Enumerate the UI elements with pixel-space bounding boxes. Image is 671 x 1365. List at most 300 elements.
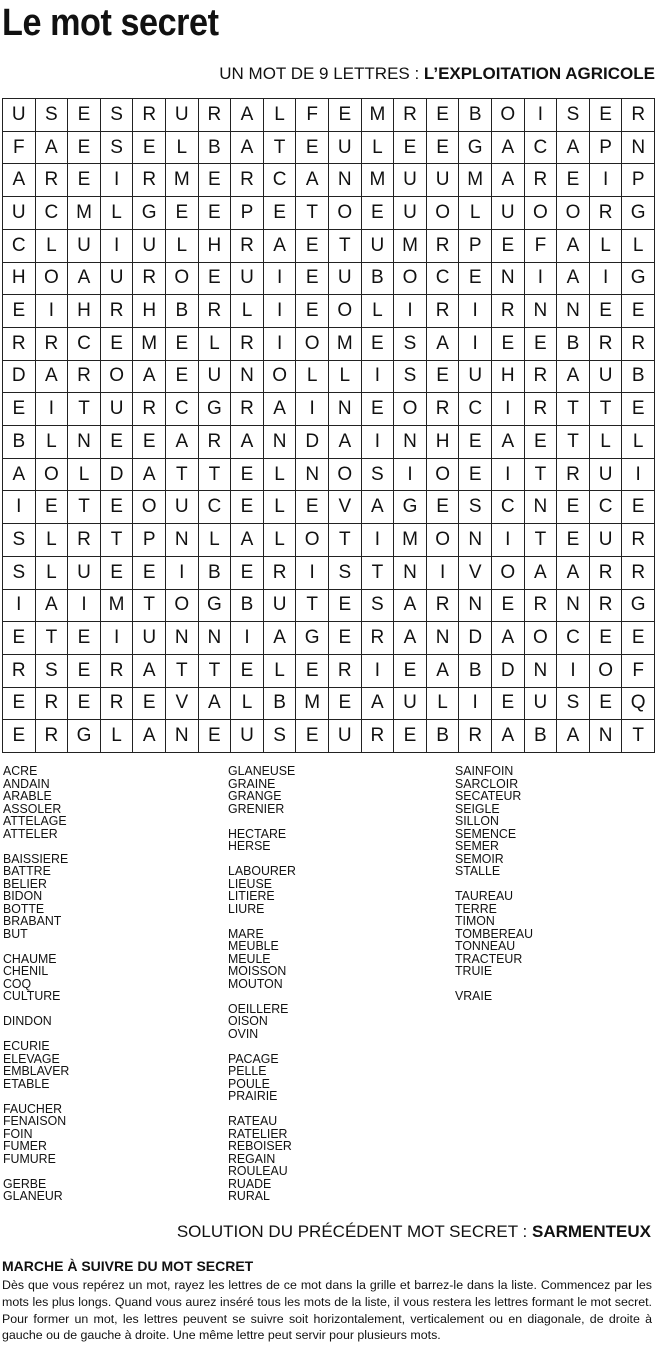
grid-cell: P	[231, 197, 264, 230]
grid-cell: N	[394, 426, 427, 459]
grid-cell: A	[231, 132, 264, 165]
grid-cell: E	[296, 230, 329, 263]
grid-cell: L	[264, 491, 297, 524]
word-list-item: PRAIRIE	[228, 1088, 278, 1103]
grid-cell: I	[492, 459, 525, 492]
word-list-item: CULTURE	[3, 988, 61, 1003]
grid-cell: V	[329, 491, 362, 524]
grid-cell: E	[590, 688, 623, 721]
grid-cell: I	[590, 164, 623, 197]
grid-cell: N	[329, 393, 362, 426]
grid-cell: E	[231, 655, 264, 688]
grid-cell: E	[296, 132, 329, 165]
grid-cell: O	[590, 655, 623, 688]
grid-cell: O	[329, 459, 362, 492]
grid-cell: R	[68, 361, 101, 394]
grid-cell: E	[394, 132, 427, 165]
word-list-item: FENAISON	[3, 1113, 67, 1128]
grid-cell: O	[166, 590, 199, 623]
grid-cell: E	[329, 622, 362, 655]
grid-cell: T	[199, 655, 232, 688]
grid-cell: R	[427, 393, 460, 426]
word-list-item: GLANEUSE	[228, 763, 296, 778]
grid-cell: L	[264, 655, 297, 688]
grid-cell: R	[231, 393, 264, 426]
grid-cell: O	[525, 622, 558, 655]
grid-cell: U	[362, 230, 395, 263]
grid-cell: E	[166, 361, 199, 394]
grid-cell: M	[362, 99, 395, 132]
grid-cell: E	[101, 328, 134, 361]
grid-cell: S	[3, 557, 36, 590]
grid-cell: I	[101, 622, 134, 655]
grid-cell: I	[3, 491, 36, 524]
word-list-item: ACRE	[3, 763, 38, 778]
word-list-item: VRAIE	[455, 988, 493, 1003]
word-list-item: MEULE	[228, 950, 271, 966]
grid-cell: E	[459, 459, 492, 492]
grid-cell: R	[101, 655, 134, 688]
grid-cell: O	[166, 263, 199, 296]
grid-cell: U	[459, 361, 492, 394]
grid-cell: O	[427, 524, 460, 557]
grid-cell: R	[264, 557, 297, 590]
grid-cell: N	[525, 295, 558, 328]
grid-cell: A	[492, 622, 525, 655]
grid-cell: I	[459, 688, 492, 721]
grid-cell: E	[296, 655, 329, 688]
grid-cell: I	[362, 524, 395, 557]
word-list-item: LITIERE	[228, 888, 275, 903]
grid-cell: U	[101, 263, 134, 296]
grid-cell: E	[362, 197, 395, 230]
grid-cell: D	[459, 622, 492, 655]
grid-cell: I	[362, 655, 395, 688]
grid-cell: L	[36, 557, 69, 590]
grid-cell: L	[36, 426, 69, 459]
word-list-item: BRABANT	[3, 913, 62, 928]
grid-cell: R	[68, 524, 101, 557]
grid-cell: B	[459, 655, 492, 688]
word-list-item: PACAGE	[228, 1050, 279, 1066]
word-list-item: BELIER	[3, 875, 47, 891]
word-list-item: ROULEAU	[228, 1163, 288, 1178]
grid-cell: U	[231, 263, 264, 296]
grid-cell: R	[101, 688, 134, 721]
grid-cell: I	[590, 263, 623, 296]
grid-cell: B	[362, 263, 395, 296]
grid-cell: R	[133, 99, 166, 132]
grid-cell: T	[68, 491, 101, 524]
grid-cell: O	[394, 393, 427, 426]
grid-cell: B	[231, 590, 264, 623]
grid-cell: R	[622, 99, 655, 132]
grid-cell: T	[101, 524, 134, 557]
word-list-item: TOMBEREAU	[455, 925, 534, 941]
grid-cell: P	[459, 230, 492, 263]
grid-cell: I	[557, 655, 590, 688]
word-list-item: HECTARE	[228, 825, 287, 841]
word-list-item: TRACTEUR	[455, 950, 523, 966]
grid-cell: N	[427, 622, 460, 655]
grid-cell: R	[199, 99, 232, 132]
grid-cell: S	[101, 132, 134, 165]
word-list-item: GRANGE	[228, 788, 282, 803]
grid-cell: O	[36, 459, 69, 492]
word-list-item: SEMER	[455, 838, 499, 853]
grid-cell: U	[329, 720, 362, 753]
grid-cell: G	[394, 491, 427, 524]
grid-cell: L	[166, 230, 199, 263]
grid-cell: T	[329, 230, 362, 263]
grid-cell: L	[427, 688, 460, 721]
grid-cell: L	[622, 426, 655, 459]
word-list-item: FUMER	[3, 1138, 47, 1153]
word-list-item: RATELIER	[228, 1125, 288, 1141]
grid-cell: L	[622, 230, 655, 263]
grid-cell: U	[68, 557, 101, 590]
grid-cell: A	[36, 132, 69, 165]
grid-cell: L	[101, 197, 134, 230]
grid-cell: U	[68, 230, 101, 263]
grid-cell: E	[264, 197, 297, 230]
grid-cell: R	[525, 164, 558, 197]
grid-cell: E	[3, 295, 36, 328]
grid-cell: N	[459, 524, 492, 557]
grid-cell: B	[622, 361, 655, 394]
grid-cell: H	[68, 295, 101, 328]
grid-cell: A	[492, 164, 525, 197]
letter-grid	[2, 98, 655, 753]
grid-cell: A	[68, 263, 101, 296]
grid-cell: T	[296, 590, 329, 623]
grid-cell: E	[427, 491, 460, 524]
grid-cell: E	[492, 230, 525, 263]
word-list-item: REGAIN	[228, 1150, 276, 1166]
grid-cell: L	[231, 295, 264, 328]
grid-cell: T	[296, 197, 329, 230]
grid-cell: I	[622, 459, 655, 492]
grid-cell: I	[296, 393, 329, 426]
grid-cell: R	[199, 426, 232, 459]
grid-cell: E	[427, 99, 460, 132]
word-list-item: REBOISER	[228, 1138, 292, 1153]
grid-cell: I	[36, 295, 69, 328]
grid-cell: C	[199, 491, 232, 524]
word-list-item: LABOURER	[228, 863, 296, 878]
grid-cell: L	[362, 132, 395, 165]
grid-cell: H	[3, 263, 36, 296]
grid-cell: U	[590, 524, 623, 557]
grid-cell: O	[492, 557, 525, 590]
grid-cell: T	[362, 557, 395, 590]
grid-cell: N	[166, 622, 199, 655]
word-list-item: ANDAIN	[3, 775, 50, 791]
grid-cell: T	[166, 459, 199, 492]
word-list-column-2	[228, 765, 296, 1203]
grid-cell: A	[557, 557, 590, 590]
grid-cell: N	[459, 590, 492, 623]
grid-cell: C	[459, 393, 492, 426]
grid-cell: O	[36, 263, 69, 296]
grid-cell: A	[36, 590, 69, 623]
grid-cell: I	[525, 263, 558, 296]
word-list-item: TERRE	[455, 900, 497, 916]
grid-cell: B	[264, 688, 297, 721]
word-list-item: SAINFOIN	[455, 763, 514, 778]
grid-cell: N	[166, 524, 199, 557]
grid-cell: N	[166, 720, 199, 753]
grid-cell: R	[36, 328, 69, 361]
grid-cell: S	[264, 720, 297, 753]
grid-cell: E	[492, 328, 525, 361]
grid-cell: R	[36, 688, 69, 721]
grid-cell: R	[459, 720, 492, 753]
grid-cell: E	[101, 491, 134, 524]
grid-cell: E	[622, 295, 655, 328]
grid-cell: B	[525, 720, 558, 753]
grid-cell: E	[557, 491, 590, 524]
grid-cell: A	[133, 459, 166, 492]
grid-cell: B	[557, 328, 590, 361]
grid-cell: I	[362, 426, 395, 459]
grid-cell: C	[68, 328, 101, 361]
grid-cell: M	[394, 524, 427, 557]
grid-cell: I	[101, 230, 134, 263]
grid-cell: N	[557, 295, 590, 328]
grid-cell: R	[590, 197, 623, 230]
word-list-item: SEIGLE	[455, 800, 500, 816]
grid-cell: R	[231, 328, 264, 361]
grid-cell: S	[459, 491, 492, 524]
grid-cell: E	[68, 622, 101, 655]
grid-cell: E	[622, 491, 655, 524]
grid-cell: M	[133, 328, 166, 361]
grid-cell: B	[3, 426, 36, 459]
grid-cell: O	[296, 328, 329, 361]
grid-cell: N	[525, 655, 558, 688]
grid-cell: S	[101, 99, 134, 132]
word-list-item: TONNEAU	[455, 938, 516, 953]
word-list-item: SILLON	[455, 813, 499, 828]
word-list-item: ATTELAGE	[3, 813, 67, 828]
grid-cell: T	[525, 524, 558, 557]
grid-cell: E	[557, 524, 590, 557]
grid-cell: U	[133, 230, 166, 263]
grid-cell: I	[231, 622, 264, 655]
grid-cell: L	[68, 459, 101, 492]
grid-cell: S	[36, 99, 69, 132]
grid-cell: E	[166, 197, 199, 230]
grid-cell: G	[133, 197, 166, 230]
grid-cell: A	[394, 622, 427, 655]
word-list-item: GRENIER	[228, 800, 285, 816]
grid-cell: U	[3, 99, 36, 132]
grid-cell: R	[622, 328, 655, 361]
grid-cell: R	[362, 720, 395, 753]
grid-cell: I	[264, 263, 297, 296]
grid-cell: V	[166, 688, 199, 721]
word-list-item: HERSE	[228, 838, 271, 853]
grid-cell: L	[231, 688, 264, 721]
subtitle-theme: L’EXPLOITATION AGRICOLE	[423, 64, 655, 83]
grid-cell: E	[329, 99, 362, 132]
word-list-item: CHAUME	[3, 950, 57, 966]
grid-cell: E	[68, 132, 101, 165]
instructions-text: Dès que vous repérez un mot, rayez les lettres de ce mot dans la grille et barrez-le dans la liste. Commencez par les mots les plus longs. Quand vous aurez inséré tous les mots de la liste, il vous restera les lettres formant le mot secret. Pour former un mot, les lettres peuvent se suivre soit horizontalement, verticalement ou en diagonale, de droite à gauche ou de gauche à droite. Une même lettre peut servir pour plusieurs mots.	[2, 1278, 652, 1343]
grid-cell: A	[557, 720, 590, 753]
grid-cell: C	[3, 230, 36, 263]
grid-cell: I	[101, 164, 134, 197]
grid-cell: N	[394, 557, 427, 590]
grid-cell: D	[101, 459, 134, 492]
word-list-item: STALLE	[455, 863, 501, 878]
grid-cell: E	[622, 622, 655, 655]
grid-cell: C	[525, 132, 558, 165]
grid-cell: A	[557, 361, 590, 394]
grid-cell: E	[3, 393, 36, 426]
grid-cell: I	[459, 295, 492, 328]
grid-cell: H	[133, 295, 166, 328]
previous-solution	[177, 1222, 651, 1242]
solution-answer: SARMENTEUX	[531, 1222, 651, 1241]
word-list-column-3	[455, 765, 533, 1003]
grid-cell: I	[166, 557, 199, 590]
word-list-item: FUMURE	[3, 1150, 56, 1166]
grid-cell: N	[557, 590, 590, 623]
grid-cell: N	[329, 164, 362, 197]
word-list-item: SEMENCE	[455, 825, 517, 841]
grid-cell: S	[362, 459, 395, 492]
grid-cell: U	[427, 164, 460, 197]
grid-cell: E	[199, 197, 232, 230]
word-list-item: PELLE	[228, 1063, 267, 1078]
grid-cell: F	[3, 132, 36, 165]
word-list-item: RURAL	[228, 1188, 270, 1203]
grid-cell: R	[590, 328, 623, 361]
grid-cell: P	[590, 132, 623, 165]
grid-cell: P	[622, 164, 655, 197]
grid-cell: F	[622, 655, 655, 688]
grid-cell: R	[622, 557, 655, 590]
grid-cell: R	[590, 590, 623, 623]
grid-cell: R	[362, 622, 395, 655]
grid-cell: E	[590, 99, 623, 132]
word-list-item: GRAINE	[228, 775, 276, 791]
grid-cell: U	[166, 99, 199, 132]
grid-cell: L	[101, 720, 134, 753]
grid-cell: A	[3, 459, 36, 492]
grid-cell: T	[133, 590, 166, 623]
grid-cell: G	[622, 263, 655, 296]
grid-cell: E	[231, 557, 264, 590]
grid-cell: R	[231, 164, 264, 197]
grid-cell: A	[199, 688, 232, 721]
grid-cell: C	[166, 393, 199, 426]
word-list-item: OEILLERE	[228, 1000, 289, 1016]
grid-cell: E	[557, 164, 590, 197]
grid-cell: N	[68, 426, 101, 459]
word-list-item: LIURE	[228, 900, 265, 916]
grid-cell: R	[427, 590, 460, 623]
grid-cell: R	[590, 557, 623, 590]
grid-cell: S	[36, 655, 69, 688]
grid-cell: T	[329, 524, 362, 557]
grid-cell: E	[3, 688, 36, 721]
grid-cell: R	[101, 295, 134, 328]
word-list-item: TAUREAU	[455, 888, 514, 903]
grid-cell: I	[68, 590, 101, 623]
grid-cell: S	[557, 99, 590, 132]
grid-cell: E	[231, 491, 264, 524]
grid-cell: H	[427, 426, 460, 459]
grid-cell: L	[296, 361, 329, 394]
word-list-item: RATEAU	[228, 1113, 278, 1128]
word-list-item: GLANEUR	[3, 1188, 63, 1203]
word-list-item: DINDON	[3, 1013, 52, 1028]
grid-cell: S	[3, 524, 36, 557]
grid-cell: B	[427, 720, 460, 753]
grid-cell: R	[525, 361, 558, 394]
grid-cell: E	[329, 590, 362, 623]
grid-cell: C	[492, 491, 525, 524]
grid-cell: E	[492, 590, 525, 623]
grid-cell: U	[3, 197, 36, 230]
grid-cell: E	[166, 328, 199, 361]
grid-cell: G	[68, 720, 101, 753]
grid-cell: M	[296, 688, 329, 721]
grid-cell: A	[166, 426, 199, 459]
word-list-item: ECURIE	[3, 1038, 50, 1053]
grid-cell: T	[264, 132, 297, 165]
grid-cell: L	[36, 230, 69, 263]
grid-cell: A	[231, 524, 264, 557]
word-list-item: TIMON	[455, 913, 495, 928]
grid-cell: E	[525, 328, 558, 361]
grid-cell: R	[133, 263, 166, 296]
word-list-item: MARE	[228, 925, 264, 941]
grid-cell: E	[199, 164, 232, 197]
grid-cell: L	[590, 230, 623, 263]
grid-cell: Q	[622, 688, 655, 721]
grid-cell: U	[133, 622, 166, 655]
grid-cell: R	[525, 393, 558, 426]
grid-cell: T	[166, 655, 199, 688]
grid-cell: I	[394, 459, 427, 492]
grid-cell: R	[199, 295, 232, 328]
grid-cell: O	[329, 197, 362, 230]
grid-cell: E	[394, 655, 427, 688]
grid-cell: E	[133, 688, 166, 721]
grid-cell: A	[492, 426, 525, 459]
grid-cell: A	[525, 557, 558, 590]
word-list-item: MEUBLE	[228, 938, 279, 953]
grid-cell: A	[557, 132, 590, 165]
grid-cell: O	[264, 361, 297, 394]
word-list-item: BIDON	[3, 888, 43, 903]
subtitle-prefix: UN MOT DE 9 LETTRES :	[219, 64, 424, 83]
grid-cell: M	[329, 328, 362, 361]
word-list-item: TRUIE	[455, 963, 493, 978]
grid-cell: L	[329, 361, 362, 394]
grid-cell: G	[459, 132, 492, 165]
grid-cell: U	[166, 491, 199, 524]
grid-cell: R	[427, 230, 460, 263]
grid-cell: E	[133, 132, 166, 165]
grid-cell: A	[264, 622, 297, 655]
grid-cell: A	[36, 361, 69, 394]
grid-cell: C	[36, 197, 69, 230]
